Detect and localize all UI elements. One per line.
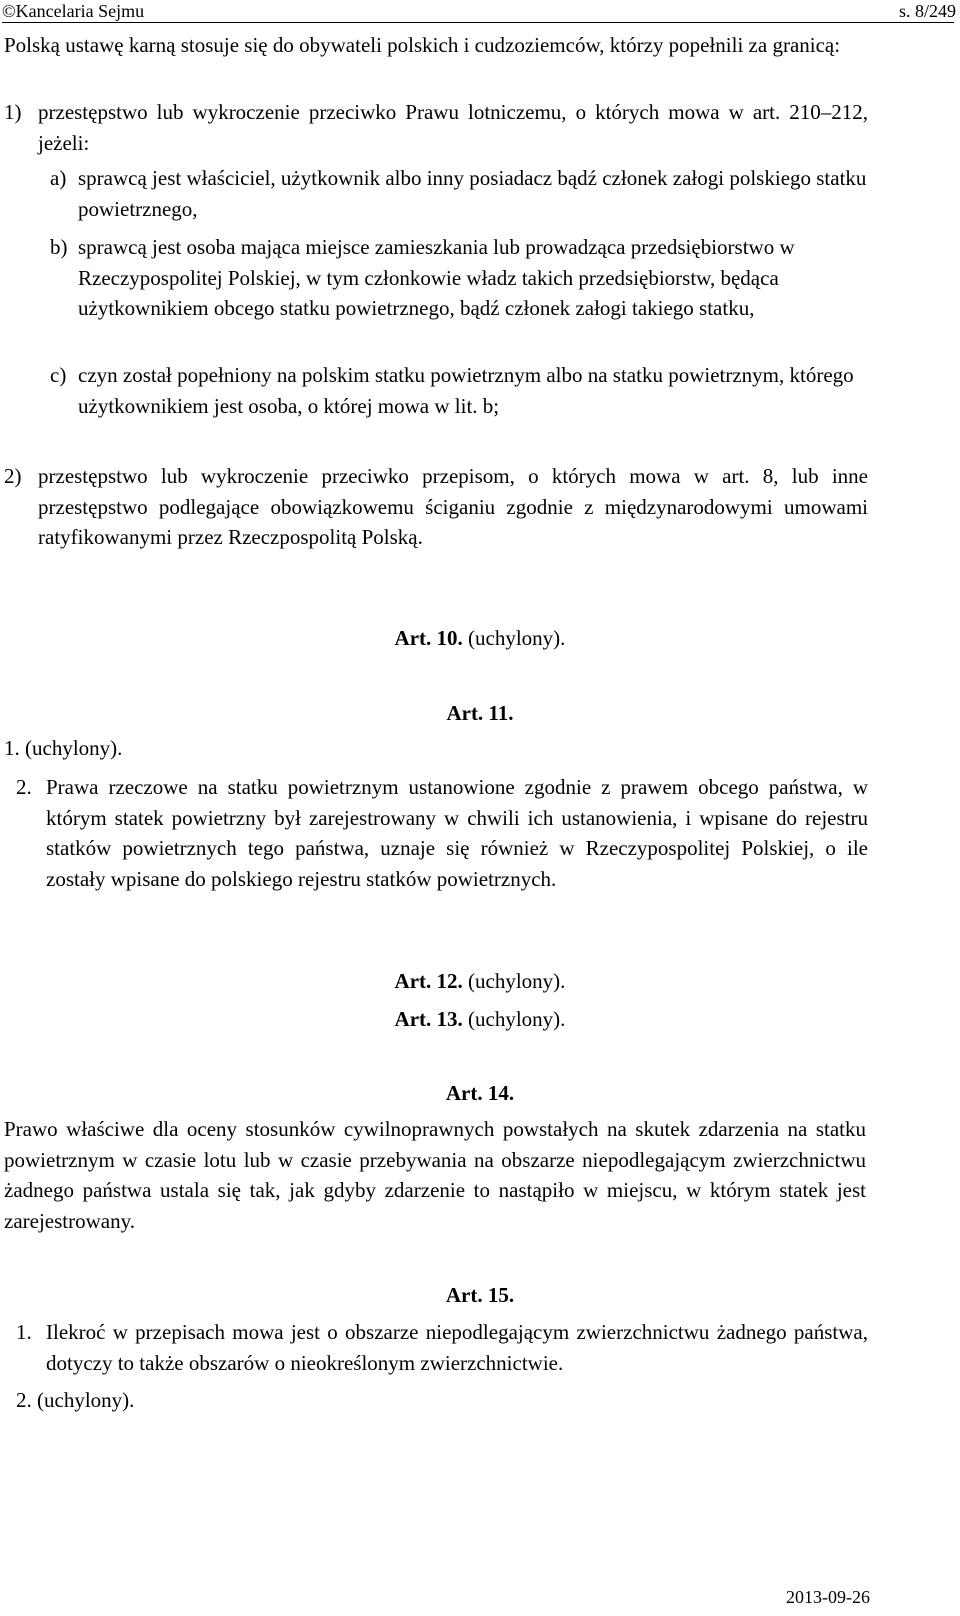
sub-item-text: czyn został popełniony na polskim statku powietrznym albo na statku powietrznym, którego użytkownikiem jest osoba, o której mowa w lit. b; — [78, 363, 854, 418]
paragraph-text: Ilekroć w przepisach mowa jest o obszarze niepodlegającym zwierzchnictwu żadnego państwa, dotyczy to także obszarów o nieokreślonym zwierzchnictwie. — [46, 1320, 868, 1375]
list-item-text: przestępstwo lub wykroczenie przeciwko Prawu lotniczemu, o których mowa w art. 210–212, jeżeli: — [38, 100, 868, 155]
article-14-title — [0, 1078, 960, 1109]
paragraph-number: 2. — [16, 775, 32, 799]
footer-date: 2013-09-26 — [786, 1587, 870, 1607]
article-title: Art. 14. — [445, 1081, 515, 1105]
article-10 — [0, 623, 960, 654]
article-status: (uchylony). — [462, 969, 566, 993]
paragraph-text: Prawa rzeczowe na statku powietrznym ustanowione zgodnie z prawem obcego państwa, w którym statek powietrzny był zarejestrowany w chwili ich ustanowienia, i wpisane do rejestru statków powietrznych tego państwa, uznaje się również w Rzeczypospolitej Polskiej, o ile zostały wpisane do polskiego rejestru statków powietrznych. — [46, 775, 868, 891]
sub-item-c — [50, 360, 868, 421]
article-13 — [0, 1004, 960, 1035]
article-title: Art. 10. — [394, 626, 463, 650]
article-14-text: Prawo właściwe dla oceny stosunków cywilnoprawnych powstałych na skutek zdarzenia na statku powietrznym w czasie lotu lub w czasie przebywania na obszarze niepodlegającym zwierzchnictwu żadnego państwa ustala się tak, jak gdyby zdarzenie to nastąpiło w miejscu, w którym statek jest zarejestrowany. — [4, 1117, 866, 1233]
paragraph-number: 1. — [16, 1320, 32, 1344]
list-item-number: 2) — [4, 464, 22, 488]
article-status: (uchylony). — [462, 626, 566, 650]
sub-item-label: a) — [50, 166, 67, 190]
sub-item-b — [50, 232, 868, 324]
header-page-number: s. 8/249 — [898, 1, 956, 21]
article-status: (uchylony). — [462, 1007, 566, 1031]
list-item-number: 1) — [4, 100, 22, 124]
intro-paragraph: Polską ustawę karną stosuje się do obywateli polskich i cudzoziemców, którzy popełnili za granicą: — [4, 33, 841, 57]
list-item-1 — [4, 97, 868, 158]
sub-item-label: c) — [50, 363, 67, 387]
article-15-title — [0, 1280, 960, 1311]
page-header — [0, 0, 960, 24]
list-item-text: przestępstwo lub wykroczenie przeciwko przepisom, o których mowa w art. 8, lub inne przestępstwo podlegające obowiązkowemu ściganiu zgodnie z międzynarodowymi umowami ratyfikowanymi przez Rzeczpospolitą Polską. — [38, 464, 868, 549]
article-11-title — [0, 698, 960, 729]
article-title: Art. 12. — [394, 969, 463, 993]
sub-item-label: b) — [50, 235, 68, 259]
article-title: Art. 11. — [446, 701, 514, 725]
article-15-para-2: 2. (uchylony). — [16, 1388, 135, 1412]
article-11-para-2 — [16, 772, 868, 894]
article-11-para-1: 1. (uchylony). — [4, 736, 123, 760]
list-item-2 — [4, 461, 868, 553]
header-divider — [2, 22, 954, 23]
sub-item-text: sprawcą jest właściciel, użytkownik albo inny posiadacz bądź członek załogi polskiego statku powietrznego, — [78, 166, 867, 221]
article-title: Art. 13. — [394, 1007, 463, 1031]
header-source: ©Kancelaria Sejmu — [2, 1, 145, 21]
article-title: Art. 15. — [445, 1283, 515, 1307]
sub-item-a — [50, 163, 868, 224]
article-15-para-1 — [16, 1317, 868, 1378]
sub-item-text: sprawcą jest osoba mająca miejsce zamieszkania lub prowadząca przedsiębiorstwo w Rzeczypospolitej Polskiej, w tym członkowie władz takich przedsiębiorstw, będąca użytkownikiem obcego statku powietrznego, bądź członek załogi takiego statku, — [78, 235, 795, 320]
article-12 — [0, 966, 960, 997]
